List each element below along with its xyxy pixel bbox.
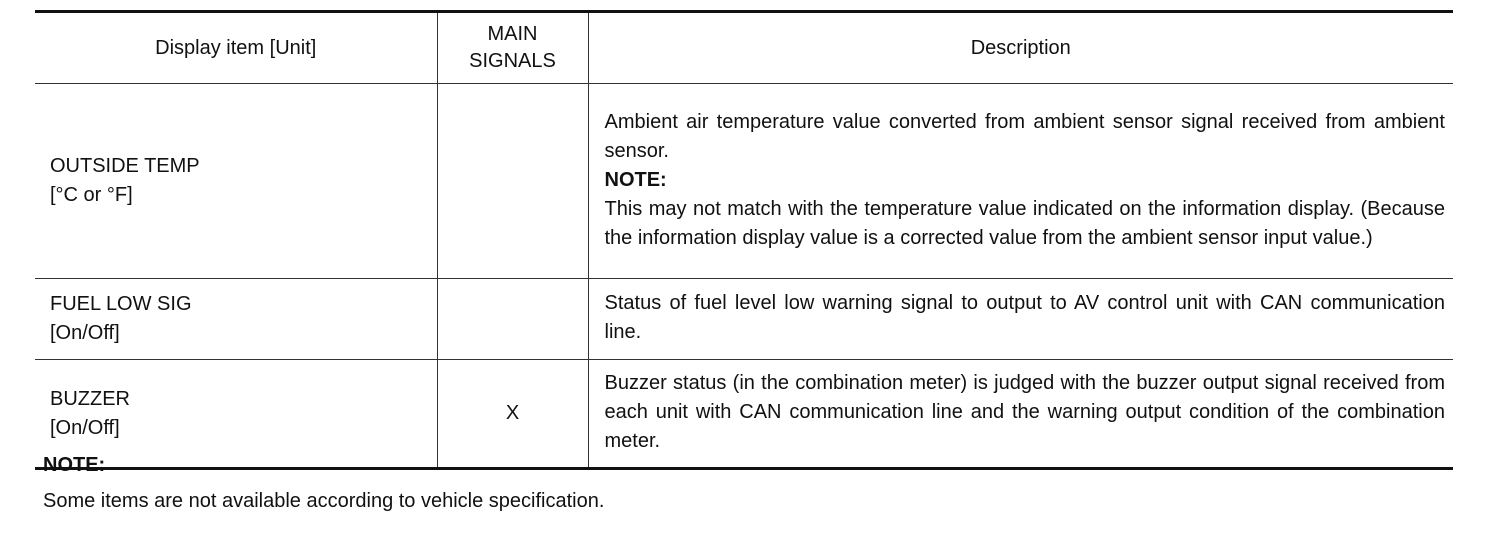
item-unit: [°C or °F] [50, 184, 133, 206]
note-label: NOTE: [604, 168, 667, 191]
main-signal-cell [437, 84, 588, 279]
item-cell [35, 279, 437, 360]
table-row [35, 84, 1453, 279]
description-text: Buzzer status (in the combination meter) is judged with the buzzer output signal received from each unit with CAN communication line and the warning output condition of the combination meter. [604, 372, 1445, 452]
main-signal-cell: X [437, 360, 588, 469]
description-cell [588, 360, 1453, 469]
header-description: Description [588, 12, 1453, 84]
description-text: Ambient air temperature value converted from ambient sensor signal received from ambient sensor. [604, 110, 1445, 162]
note-text: This may not match with the temperature value indicated on the information display. (Because the information display value is a corrected value from the ambient sensor input value.) [604, 197, 1445, 249]
item-name: OUTSIDE TEMP [50, 155, 200, 177]
description-text: Status of fuel level low warning signal to output to AV control unit with CAN communication line. [604, 292, 1445, 343]
header-main-signals-line2: SIGNALS [469, 50, 556, 72]
description-cell [588, 84, 1453, 279]
table-header [35, 12, 1453, 84]
item-name: FUEL LOW SIG [50, 293, 192, 315]
item-unit: [On/Off] [50, 416, 120, 439]
header-row [35, 12, 1453, 84]
table-row [35, 279, 1453, 360]
item-unit: [On/Off] [50, 322, 120, 344]
footer-note-text: Some items are not available according to vehicle specification. [43, 490, 605, 512]
table-row [35, 360, 1453, 469]
item-cell [35, 360, 437, 469]
item-name: BUZZER [50, 387, 130, 410]
item-cell [35, 84, 437, 279]
footer-note-label: NOTE: [43, 454, 106, 476]
header-display-item: Display item [Unit] [35, 12, 437, 84]
display-item-table [35, 10, 1453, 470]
header-main-signals-line1: MAIN [487, 23, 538, 45]
header-main-signals [437, 12, 588, 84]
main-signal-cell [437, 279, 588, 360]
description-cell [588, 279, 1453, 360]
